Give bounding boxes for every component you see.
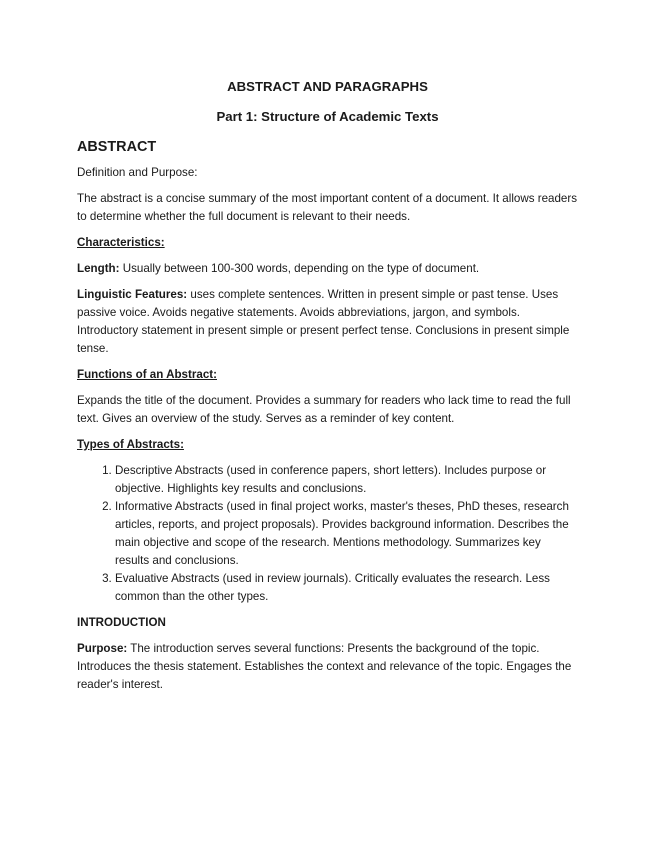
list-item: 2. Informative Abstracts (used in final project works, master's theses, PhD theses, research articles, reports, and project proposals). Provides background information. Describes the main objective and scope of the research. Mentions methodology. Summarizes key results and conclusions. xyxy=(115,498,578,570)
document-subtitle: Part 1: Structure of Academic Texts xyxy=(216,109,439,124)
length-label: Length: xyxy=(77,262,120,275)
list-item: 3. Evaluative Abstracts (used in review journals). Critically evaluates the research. Less common than the other types. xyxy=(115,570,578,606)
characteristics-heading: Characteristics: xyxy=(77,236,165,249)
purpose-label: Purpose: xyxy=(77,642,128,655)
length-paragraph xyxy=(77,260,578,278)
functions-text: Expands the title of the document. Provides a summary for readers who lack time to read the full text. Gives an overview of the study. Serves as a reminder of key content. xyxy=(77,394,571,425)
linguistic-text: uses complete sentences. Written in present simple or past tense. Uses passive voice. Avoids negative statements. Avoids abbreviations, jargon, and symbols. Introductory statement in present simple or present perfect tense. Conclusions in present simple tense. xyxy=(77,288,570,355)
abstract-heading: ABSTRACT xyxy=(77,139,157,155)
purpose-paragraph xyxy=(77,640,578,694)
types-heading: Types of Abstracts: xyxy=(77,438,184,451)
types-list xyxy=(77,462,578,606)
functions-heading: Functions of an Abstract: xyxy=(77,368,217,381)
list-item: 1. Descriptive Abstracts (used in conference papers, short letters). Includes purpose or objective. Highlights key results and conclusions. xyxy=(115,462,578,498)
introduction-heading: INTRODUCTION xyxy=(77,616,166,629)
length-text: Usually between 100-300 words, depending on the type of document. xyxy=(119,262,480,275)
document-title: ABSTRACT AND PARAGRAPHS xyxy=(227,79,428,94)
purpose-text: The introduction serves several functions: Presents the background of the topic. Introduces the thesis statement. Establishes the context and relevance of the topic. Engages the reader's interest. xyxy=(77,642,572,691)
definition-label: Definition and Purpose: xyxy=(77,166,198,179)
definition-text: The abstract is a concise summary of the most important content of a document. It allows readers to determine whether the full document is relevant to their needs. xyxy=(77,192,578,223)
linguistic-label: Linguistic Features: xyxy=(77,288,188,301)
linguistic-paragraph xyxy=(77,286,578,358)
